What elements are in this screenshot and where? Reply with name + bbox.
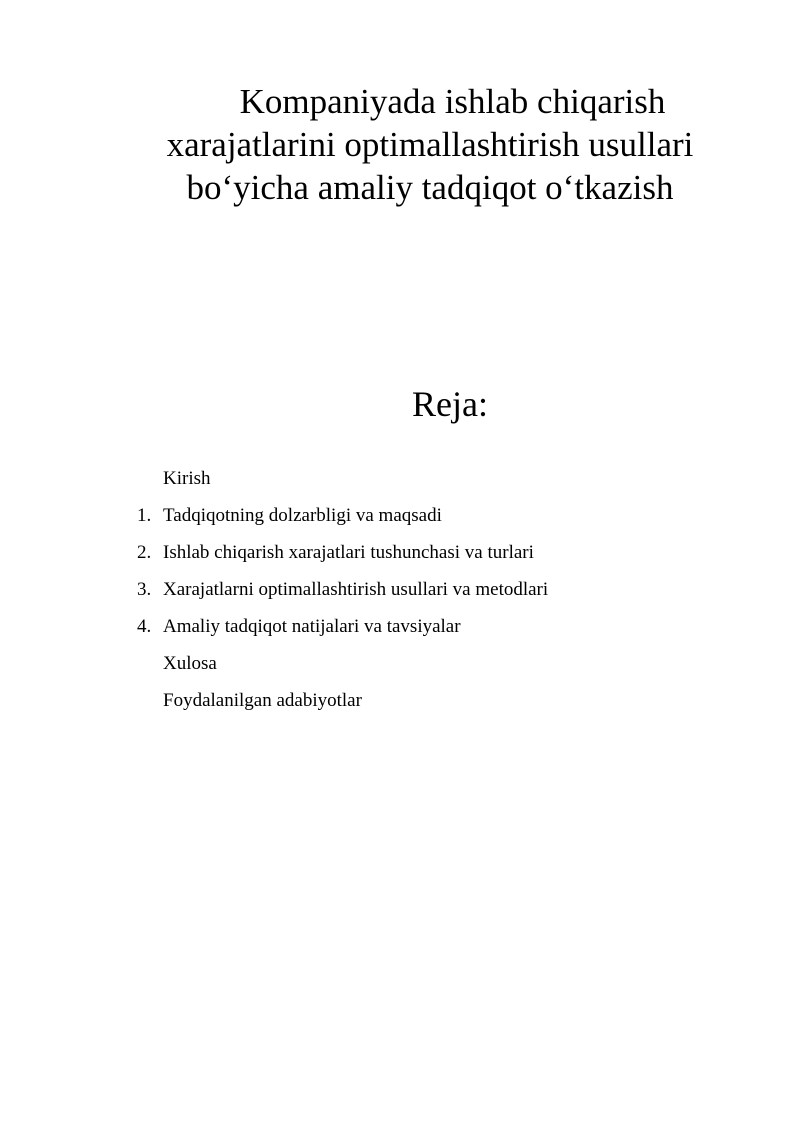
- plan-item-text: Xarajatlarni optimallashtirish usullari va metodlari: [163, 579, 549, 600]
- title-line: Kompaniyada ishlab chiqarish: [239, 82, 666, 121]
- plan-heading: Reja:: [412, 384, 488, 424]
- plan-item-text: Xulosa: [163, 653, 217, 674]
- document-title: [120, 80, 740, 209]
- plan-item-text: Foydalanilgan adabiyotlar: [163, 690, 362, 711]
- plan-item-number: 3.: [137, 579, 152, 600]
- title-line: xarajatlarini optimallashtirish usullari: [166, 125, 694, 164]
- plan-item-text: Ishlab chiqarish xarajatlari tushunchasi va turlari: [163, 542, 534, 563]
- plan-item-text: Tadqiqotning dolzarbligi va maqsadi: [163, 505, 442, 526]
- plan-item-number: 1.: [137, 505, 152, 526]
- title-line: bo‘yicha amaliy tadqiqot o‘tkazish: [186, 168, 674, 207]
- plan-item-text: Amaliy tadqiqot natijalari va tavsiyalar: [163, 616, 461, 637]
- plan-item-number: 2.: [137, 542, 152, 563]
- plan-item-number: 4.: [137, 616, 152, 637]
- plan-item-text: Kirish: [163, 468, 211, 489]
